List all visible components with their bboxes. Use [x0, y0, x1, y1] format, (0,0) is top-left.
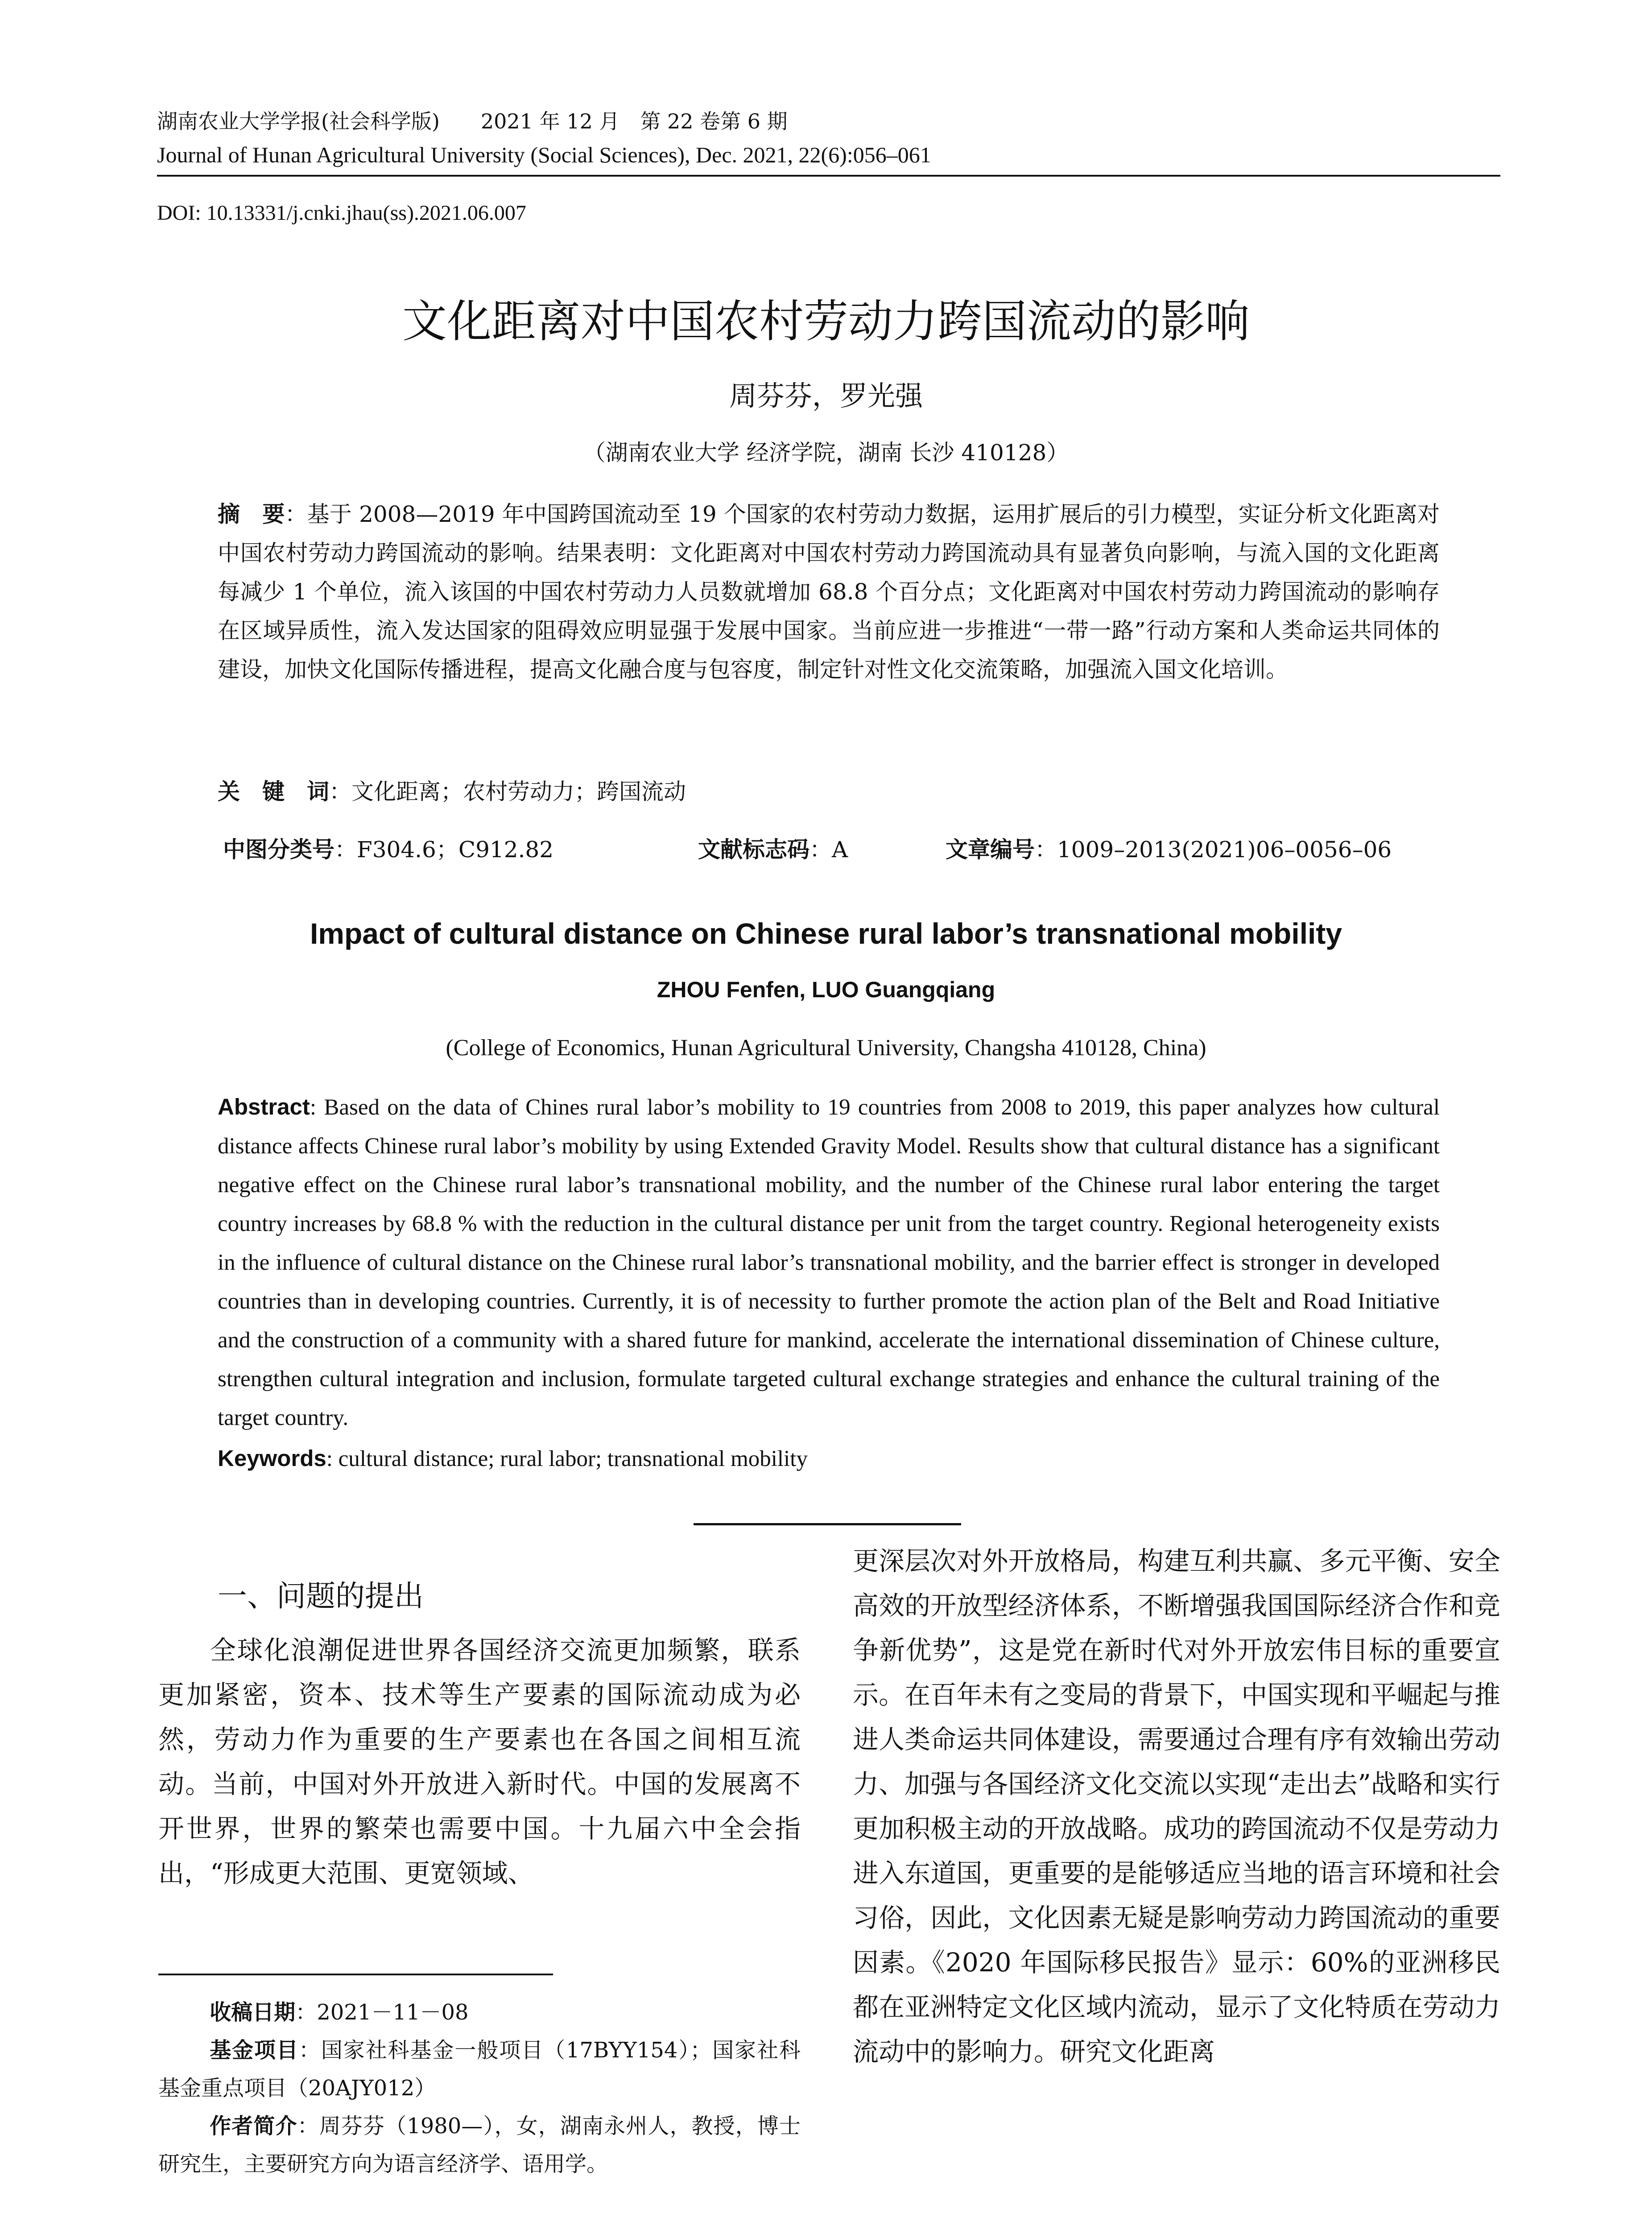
abstract-en-text: : Based on the data of Chines rural labor’s mobility to 19 countries from 2008 to 2019, this paper analyzes how cultural distance affects Chinese rural labor’s mobility by using Extended Gravity Model. Results show that cultural distance has a significant negative effect on the Chinese rural labor’s transnational mobility, and the number of the Chinese rural labor entering the target country increases by 68.8 % with the reduction in the cultural distance per unit from the target country. Regional heterogeneity exists in the influence of cultural distance on the Chinese rural labor’s transnational mobility, and the barrier effect is stronger in developed countries than in developing countries. Currently, it is of necessity to further promote the action plan of the Belt and Road Initiative and the construction of a community with a shared future for mankind, accelerate the international dissemination of Chinese culture, strengthen cultural integration and inclusion, formulate targeted cultural exchange strategies and enhance the cultural training of the target country.: [218, 1095, 1440, 1430]
abstract-en-label: Abstract: [218, 1094, 310, 1119]
keywords-en: [218, 1445, 808, 1472]
keywords-cn-text: ：文化距离；农村劳动力；跨国流动: [329, 779, 686, 805]
body-column-left: [158, 1628, 801, 1896]
abstract-cn: [218, 495, 1440, 689]
affiliation-en: (College of Economics, Hunan Agricultural University, Changsha 410128, China): [446, 1035, 1206, 1061]
article-number: [946, 832, 1392, 864]
clc-value: ：F304.6；C912.82: [335, 837, 554, 863]
received-value: ：2021－11－08: [295, 2000, 469, 2025]
paper-title-en: Impact of cultural distance on Chinese rural labor’s transnational mobility: [310, 917, 1342, 950]
footnote-fund: [158, 2032, 801, 2107]
journal-header-cn: 湖南农业大学学报(社会科学版) 2021 年 12 月 第 22 卷第 6 期: [157, 109, 788, 133]
footnote-divider: [158, 1974, 553, 1975]
article-number-label: 文章编号: [946, 837, 1035, 863]
abstract-en: [218, 1087, 1440, 1437]
body-column-right: [853, 1539, 1500, 2074]
body-paragraph: 全球化浪潮促进世界各国经济交流更加频繁，联系更加紧密，资本、技术等生产要素的国际流动成为必然，劳动力作为重要的生产要素也在各国之间相互流动。当前，中国对外开放进入新时代。中国的发展离不开世界，世界的繁荣也需要中国。十九届六中全会指出，“形成更大范围、更宽领域、: [158, 1635, 801, 1888]
article-number-value: ：1009–2013(2021)06–0056–06: [1035, 837, 1392, 863]
section-divider: [694, 1523, 961, 1525]
document-code: [698, 832, 848, 864]
received-label: 收稿日期: [210, 2000, 296, 2025]
section-heading: 一、问题的提出: [218, 1579, 424, 1613]
journal-header-en: Journal of Hunan Agricultural University (Social Sciences), Dec. 2021, 22(6):056–061: [157, 142, 931, 167]
header-divider: [157, 175, 1500, 177]
abstract-cn-label: 摘 要: [218, 501, 285, 527]
keywords-cn-label: 关 键 词: [218, 779, 329, 805]
abstract-cn-text: ：基于 2008—2019 年中国跨国流动至 19 个国家的农村劳动力数据，运用扩展后的引力模型，实证分析文化距离对中国农村劳动力跨国流动的影响。结果表明：文化距离对中国农村劳动力跨国流动具有显著负向影响，与流入国的文化距离每减少 1 个单位，流入该国的中国农村劳动力人员数就增加 68.8 个百分点；文化距离对中国农村劳动力跨国流动的影响存在区域异质性，流入发达国家的阻碍效应明显强于发展中国家。当前应进一步推进“一带一路”行动方案和人类命运共同体的建设，加快文化国际传播进程，提高文化融合度与包容度，制定针对性文化交流策略，加强流入国文化培训。: [218, 501, 1440, 682]
fund-value: ：国家社科基金一般项目（17BYY154）；国家社科基金重点项目（20AJY012）: [158, 2038, 801, 2101]
doc-code-label: 文献标志码: [698, 837, 809, 863]
footnote-received: [158, 1994, 801, 2032]
keywords-cn: [218, 774, 686, 806]
doi-line: DOI: 10.13331/j.cnki.jhau(ss).2021.06.007: [157, 201, 526, 225]
keywords-en-text: : cultural distance; rural labor; transnational mobility: [326, 1446, 808, 1471]
doc-code-value: ：A: [809, 837, 848, 863]
fund-label: 基金项目: [210, 2038, 299, 2063]
authors-en: ZHOU Fenfen, LUO Guangqiang: [657, 977, 995, 1002]
footnotes: [158, 1994, 801, 2183]
clc-label: 中图分类号: [223, 837, 335, 863]
clc-number: [223, 832, 553, 864]
body-paragraph: 更深层次对外开放格局，构建互利共赢、多元平衡、安全高效的开放型经济体系，不断增强我国国际经济合作和竞争新优势”，这是党在新时代对外开放宏伟目标的重要宣示。在百年未有之变局的背景下，中国实现和平崛起与推进人类命运共同体建设，需要通过合理有序有效输出劳动力、加强与各国经济文化交流以实现“走出去”战略和实行更加积极主动的开放战略。成功的跨国流动不仅是劳动力进入东道国，更重要的是能够适应当地的语言环境和社会习俗，因此，文化因素无疑是影响劳动力跨国流动的重要因素。《2020 年国际移民报告》显示：60%的亚洲移民都在亚洲特定文化区域内流动，显示了文化特质在劳动力流动中的影响力。研究文化距离: [853, 1546, 1500, 2067]
authors-cn: 周芬芬，罗光强: [729, 380, 923, 412]
keywords-en-label: Keywords: [218, 1445, 326, 1471]
paper-title-cn: 文化距离对中国农村劳动力跨国流动的影响: [402, 295, 1250, 347]
affiliation-cn: （湖南农业大学 经济学院，湖南 长沙 410128）: [583, 440, 1069, 466]
author-bio-value: ：周芬芬（1980—），女，湖南永州人，教授，博士研究生，主要研究方向为语言经济学、语用学。: [158, 2114, 801, 2176]
footnote-author: [158, 2107, 801, 2183]
author-bio-label: 作者简介: [210, 2114, 297, 2139]
